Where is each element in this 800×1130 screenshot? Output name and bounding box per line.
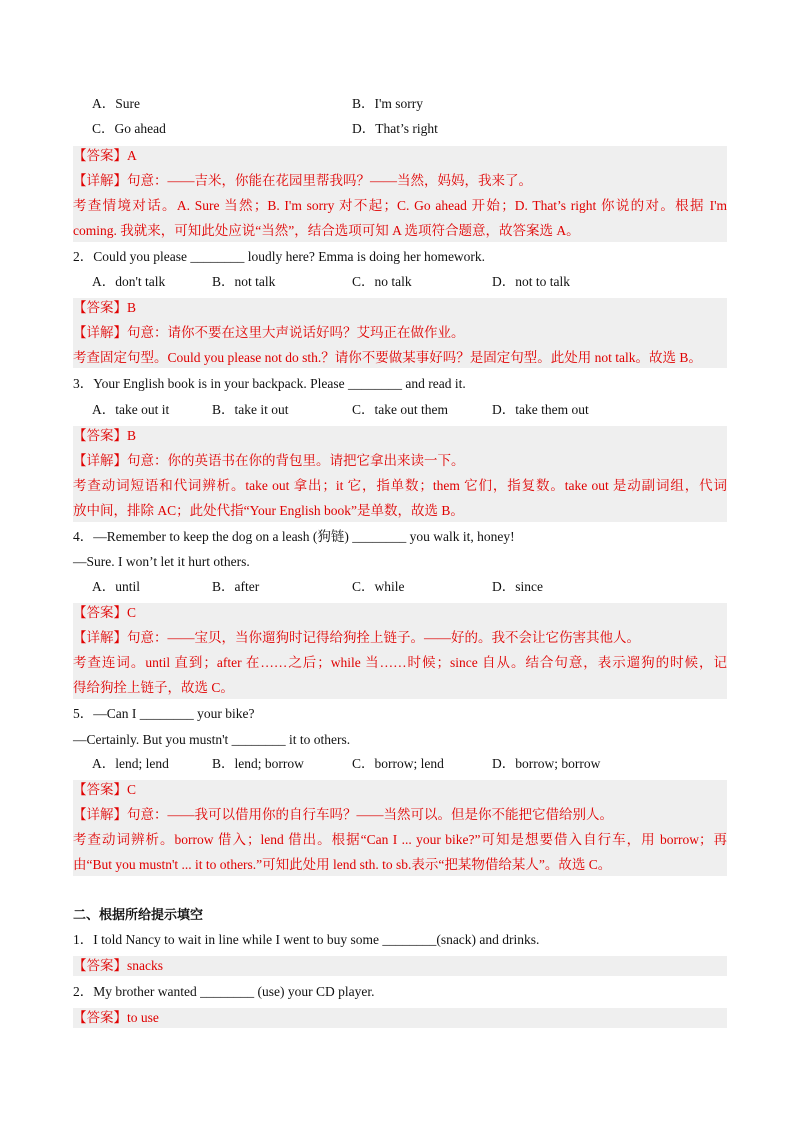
- q4-option-c: C．while: [352, 579, 405, 594]
- q3-detail-2: 考查动词短语和代词辨析。take out 拿出；it 它，指单数；them 它们，指复数。take out 是动副词组，代词: [73, 478, 727, 493]
- q4-option-b: B．after: [212, 579, 260, 594]
- q2-option-d: D．not to talk: [492, 274, 570, 289]
- q1-option-a: A．Sure: [92, 96, 140, 111]
- q3-option-b: B．take it out: [212, 402, 289, 417]
- s2-q1-answer: 【答案】snacks: [73, 958, 163, 973]
- q4-detail-2: 考查连词。until 直到；after 在……之后；while 当……时候；since 自从。结合句意，表示遛狗的时候，记: [73, 655, 727, 670]
- q4-option-a: A．until: [92, 579, 141, 594]
- q3-option-d: D．take them out: [492, 402, 589, 417]
- q2-detail-1: 【详解】句意：请你不要在这里大声说话好吗？艾玛正在做作业。: [73, 325, 465, 340]
- q1-option-d: D．That’s right: [352, 121, 438, 136]
- q4-answer: 【答案】C: [73, 605, 137, 620]
- q1-option-c: C．Go ahead: [92, 121, 166, 136]
- q5-answer: 【答案】C: [73, 782, 137, 797]
- q5-option-b: B．lend; borrow: [212, 756, 304, 771]
- q5-stem-1: 5．—Can I ________ your bike?: [73, 706, 255, 721]
- q4-detail-3: 得给狗拴上链子，故选 C。: [73, 680, 234, 695]
- q3-answer: 【答案】B: [73, 428, 137, 443]
- q2-stem: 2．Could you please ________ loudly here? Emma is doing her homework.: [73, 249, 486, 264]
- q4-stem-2: —Sure. I won’t let it hurt others.: [73, 554, 250, 569]
- q5-detail-2: 考查动词辨析。borrow 借入；lend 借出。根据“Can I ... your bike?”可知是想要借入自行车，用 borrow；再: [73, 832, 727, 847]
- s2-q2-answer: 【答案】to use: [73, 1010, 159, 1025]
- q1-detail-3: coming. 我就来，可知此处应说“当然”，结合选项可知 A 选项符合题意，故答案选 A。: [73, 223, 580, 238]
- q2-option-c: C．no talk: [352, 274, 412, 289]
- q1-detail-2: 考查情境对话。A. Sure 当然；B. I'm sorry 对不起；C. Go ahead 开始；D. That’s right 你说的对。根据 I'm: [73, 198, 727, 213]
- q2-option-a: A．don't talk: [92, 274, 166, 289]
- q2-answer: 【答案】B: [73, 300, 137, 315]
- q2-option-b: B．not talk: [212, 274, 276, 289]
- section-2-title: 二、根据所给提示填空: [73, 908, 204, 923]
- q5-option-a: A．lend; lend: [92, 756, 169, 771]
- q3-detail-1: 【详解】句意：你的英语书在你的背包里。请把它拿出来读一下。: [73, 453, 465, 468]
- q5-option-d: D．borrow; borrow: [492, 756, 601, 771]
- s2-q1-stem: 1．I told Nancy to wait in line while I went to buy some ________(snack) and drinks.: [73, 932, 540, 947]
- q5-stem-2: —Certainly. But you mustn't ________ it to others.: [73, 732, 351, 747]
- q5-option-c: C．borrow; lend: [352, 756, 444, 771]
- q2-detail-2: 考查固定句型。Could you please not do sth.？请你不要做某事好吗？是固定句型。此处用 not talk。故选 B。: [73, 350, 702, 365]
- q5-detail-3: 由“But you mustn't ... it to others.”可知此处用 lend sth. to sb.表示“把某物借给某人”。故选 C。: [73, 857, 612, 872]
- q4-option-d: D．since: [492, 579, 543, 594]
- q1-detail-1: 【详解】句意：——吉米，你能在花园里帮我吗？——当然，妈妈，我来了。: [73, 173, 532, 188]
- q3-option-a: A．take out it: [92, 402, 170, 417]
- s2-q2-stem: 2．My brother wanted ________ (use) your CD player.: [73, 984, 375, 999]
- q3-detail-3: 放中间，排除 AC；此处代指“Your English book”是单数，故选 B。: [73, 503, 464, 518]
- q3-stem: 3．Your English book is in your backpack. Please ________ and read it.: [73, 376, 466, 391]
- q4-stem-1: 4．—Remember to keep the dog on a leash (狗链) ________ you walk it, honey!: [73, 529, 515, 544]
- q1-option-b: B．I'm sorry: [352, 96, 424, 111]
- q5-detail-1: 【详解】句意：——我可以借用你的自行车吗？——当然可以。但是你不能把它借给别人。: [73, 807, 613, 822]
- q3-option-c: C．take out them: [352, 402, 448, 417]
- q1-answer: 【答案】A: [73, 148, 137, 163]
- q4-detail-1: 【详解】句意：——宝贝，当你遛狗时记得给狗拴上链子。——好的。我不会让它伤害其他人。: [73, 630, 640, 645]
